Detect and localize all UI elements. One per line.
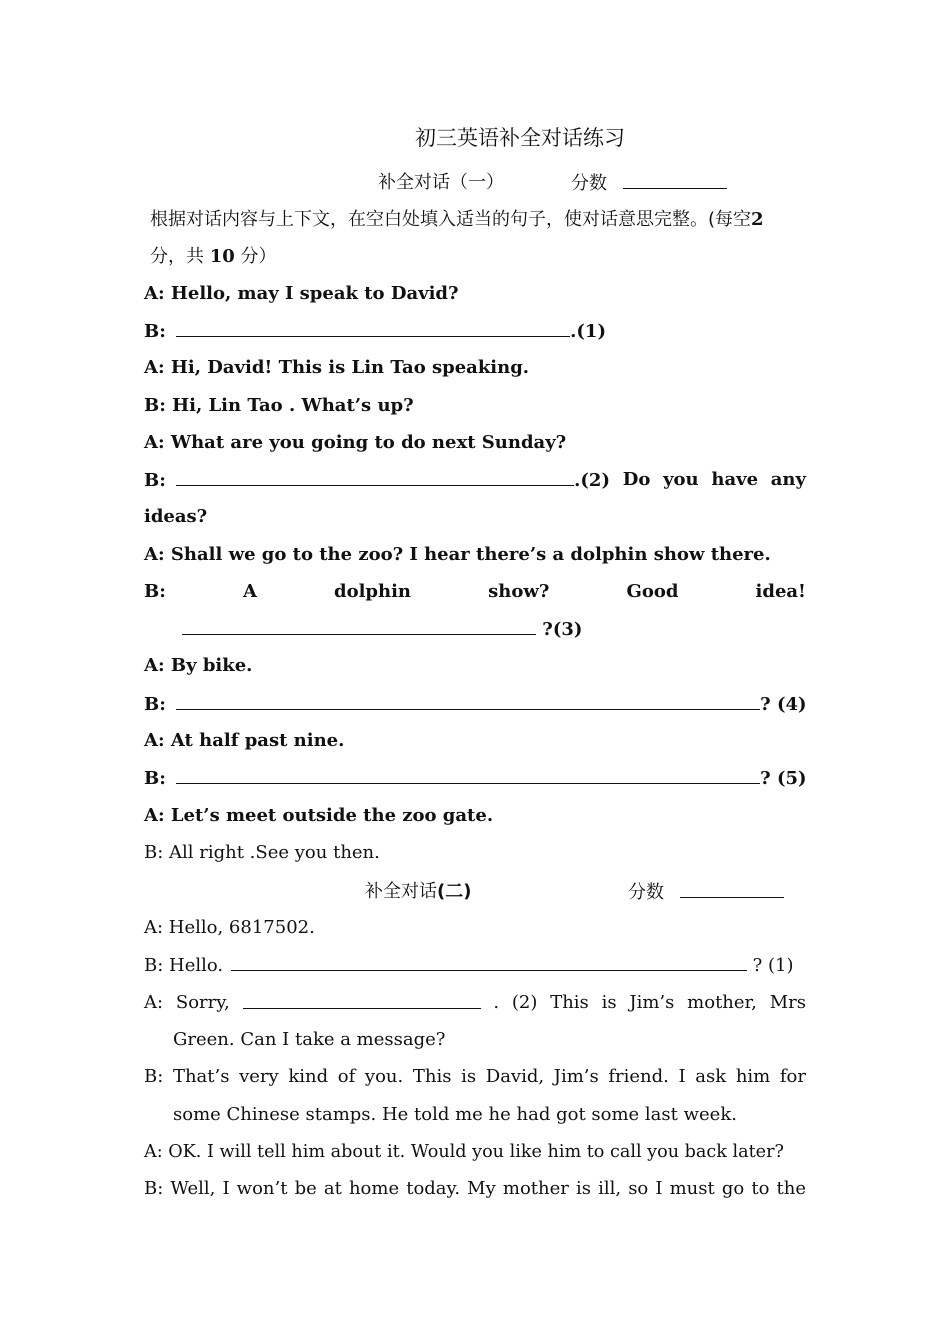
dialog2-line: B: Hello. ? (1) [144, 955, 794, 976]
dialog1-line: B: .(2) Do you have any [144, 469, 806, 491]
section1-heading: 补全对话（一） [378, 172, 504, 193]
answer-blank-2[interactable] [243, 992, 481, 1009]
page-title: 初三英语补全对话练习 [415, 126, 625, 150]
dialog1-line: B: .(1) [144, 321, 606, 342]
answer-blank-3[interactable] [182, 618, 536, 635]
dialog1-line: A: At half past nine. [144, 730, 345, 751]
dialog1-line: A: Hello, may I speak to David? [144, 283, 459, 304]
answer-blank-5[interactable] [176, 767, 760, 784]
dialog2-line: B: That’s very kind of you. This is David, Jim’s friend. I ask him for [144, 1066, 806, 1087]
dialog1-line: A: Shall we go to the zoo? I hear there’s a dolphin show there. [144, 544, 771, 565]
score-label: 分数 [628, 882, 664, 903]
dialog1-line: B: Hi, Lin Tao . What’s up? [144, 395, 414, 416]
dialog1-line: B: ? (5) [144, 768, 807, 789]
dialog2-line: A: Hello, 6817502. [144, 917, 315, 938]
dialog2-line: A: OK. I will tell him about it. Would you like him to call you back later? [144, 1142, 784, 1162]
instructions-line2: 分，共 10 分） [150, 246, 277, 267]
dialog1-line: A: Hi, David! This is Lin Tao speaking. [144, 357, 530, 378]
section2-heading: 补全对话(二) [365, 881, 472, 902]
score-label: 分数 [571, 173, 607, 194]
dialog1-line: A: Let’s meet outside the zoo gate. [144, 805, 494, 826]
dialog1-line: B: ? (4) [144, 694, 807, 715]
dialog1-line: B: All right .See you then. [144, 842, 380, 863]
section2-score [628, 881, 784, 904]
answer-blank-4[interactable] [176, 693, 760, 710]
dialog1-line: ?(3) [182, 618, 806, 641]
dialog1-line: ideas? [144, 506, 208, 527]
answer-blank-1[interactable] [176, 320, 570, 337]
answer-blank-1[interactable] [231, 954, 747, 971]
section1-score [571, 172, 727, 195]
dialog1-line: A: By bike. [144, 655, 253, 676]
dialog2-line: B: Well, I won’t be at home today. My mother is ill, so I must go to the [144, 1178, 806, 1199]
score-blank [680, 881, 784, 898]
answer-blank-2[interactable] [176, 469, 574, 486]
dialog2-line: A: Sorry, . (2) This is Jim’s mother, Mrs [144, 992, 806, 1013]
dialog1-line: A: What are you going to do next Sunday? [144, 432, 567, 453]
dialog2-line: some Chinese stamps. He told me he had got some last week. [173, 1104, 737, 1125]
dialog2-line: Green. Can I take a message? [173, 1029, 446, 1050]
dialog1-line: B: A dolphin show? Good idea! [144, 581, 806, 602]
score-blank [623, 172, 727, 189]
instructions-line1: 根据对话内容与上下文，在空白处填入适当的句子，使对话意思完整。(每空2 [150, 209, 764, 230]
